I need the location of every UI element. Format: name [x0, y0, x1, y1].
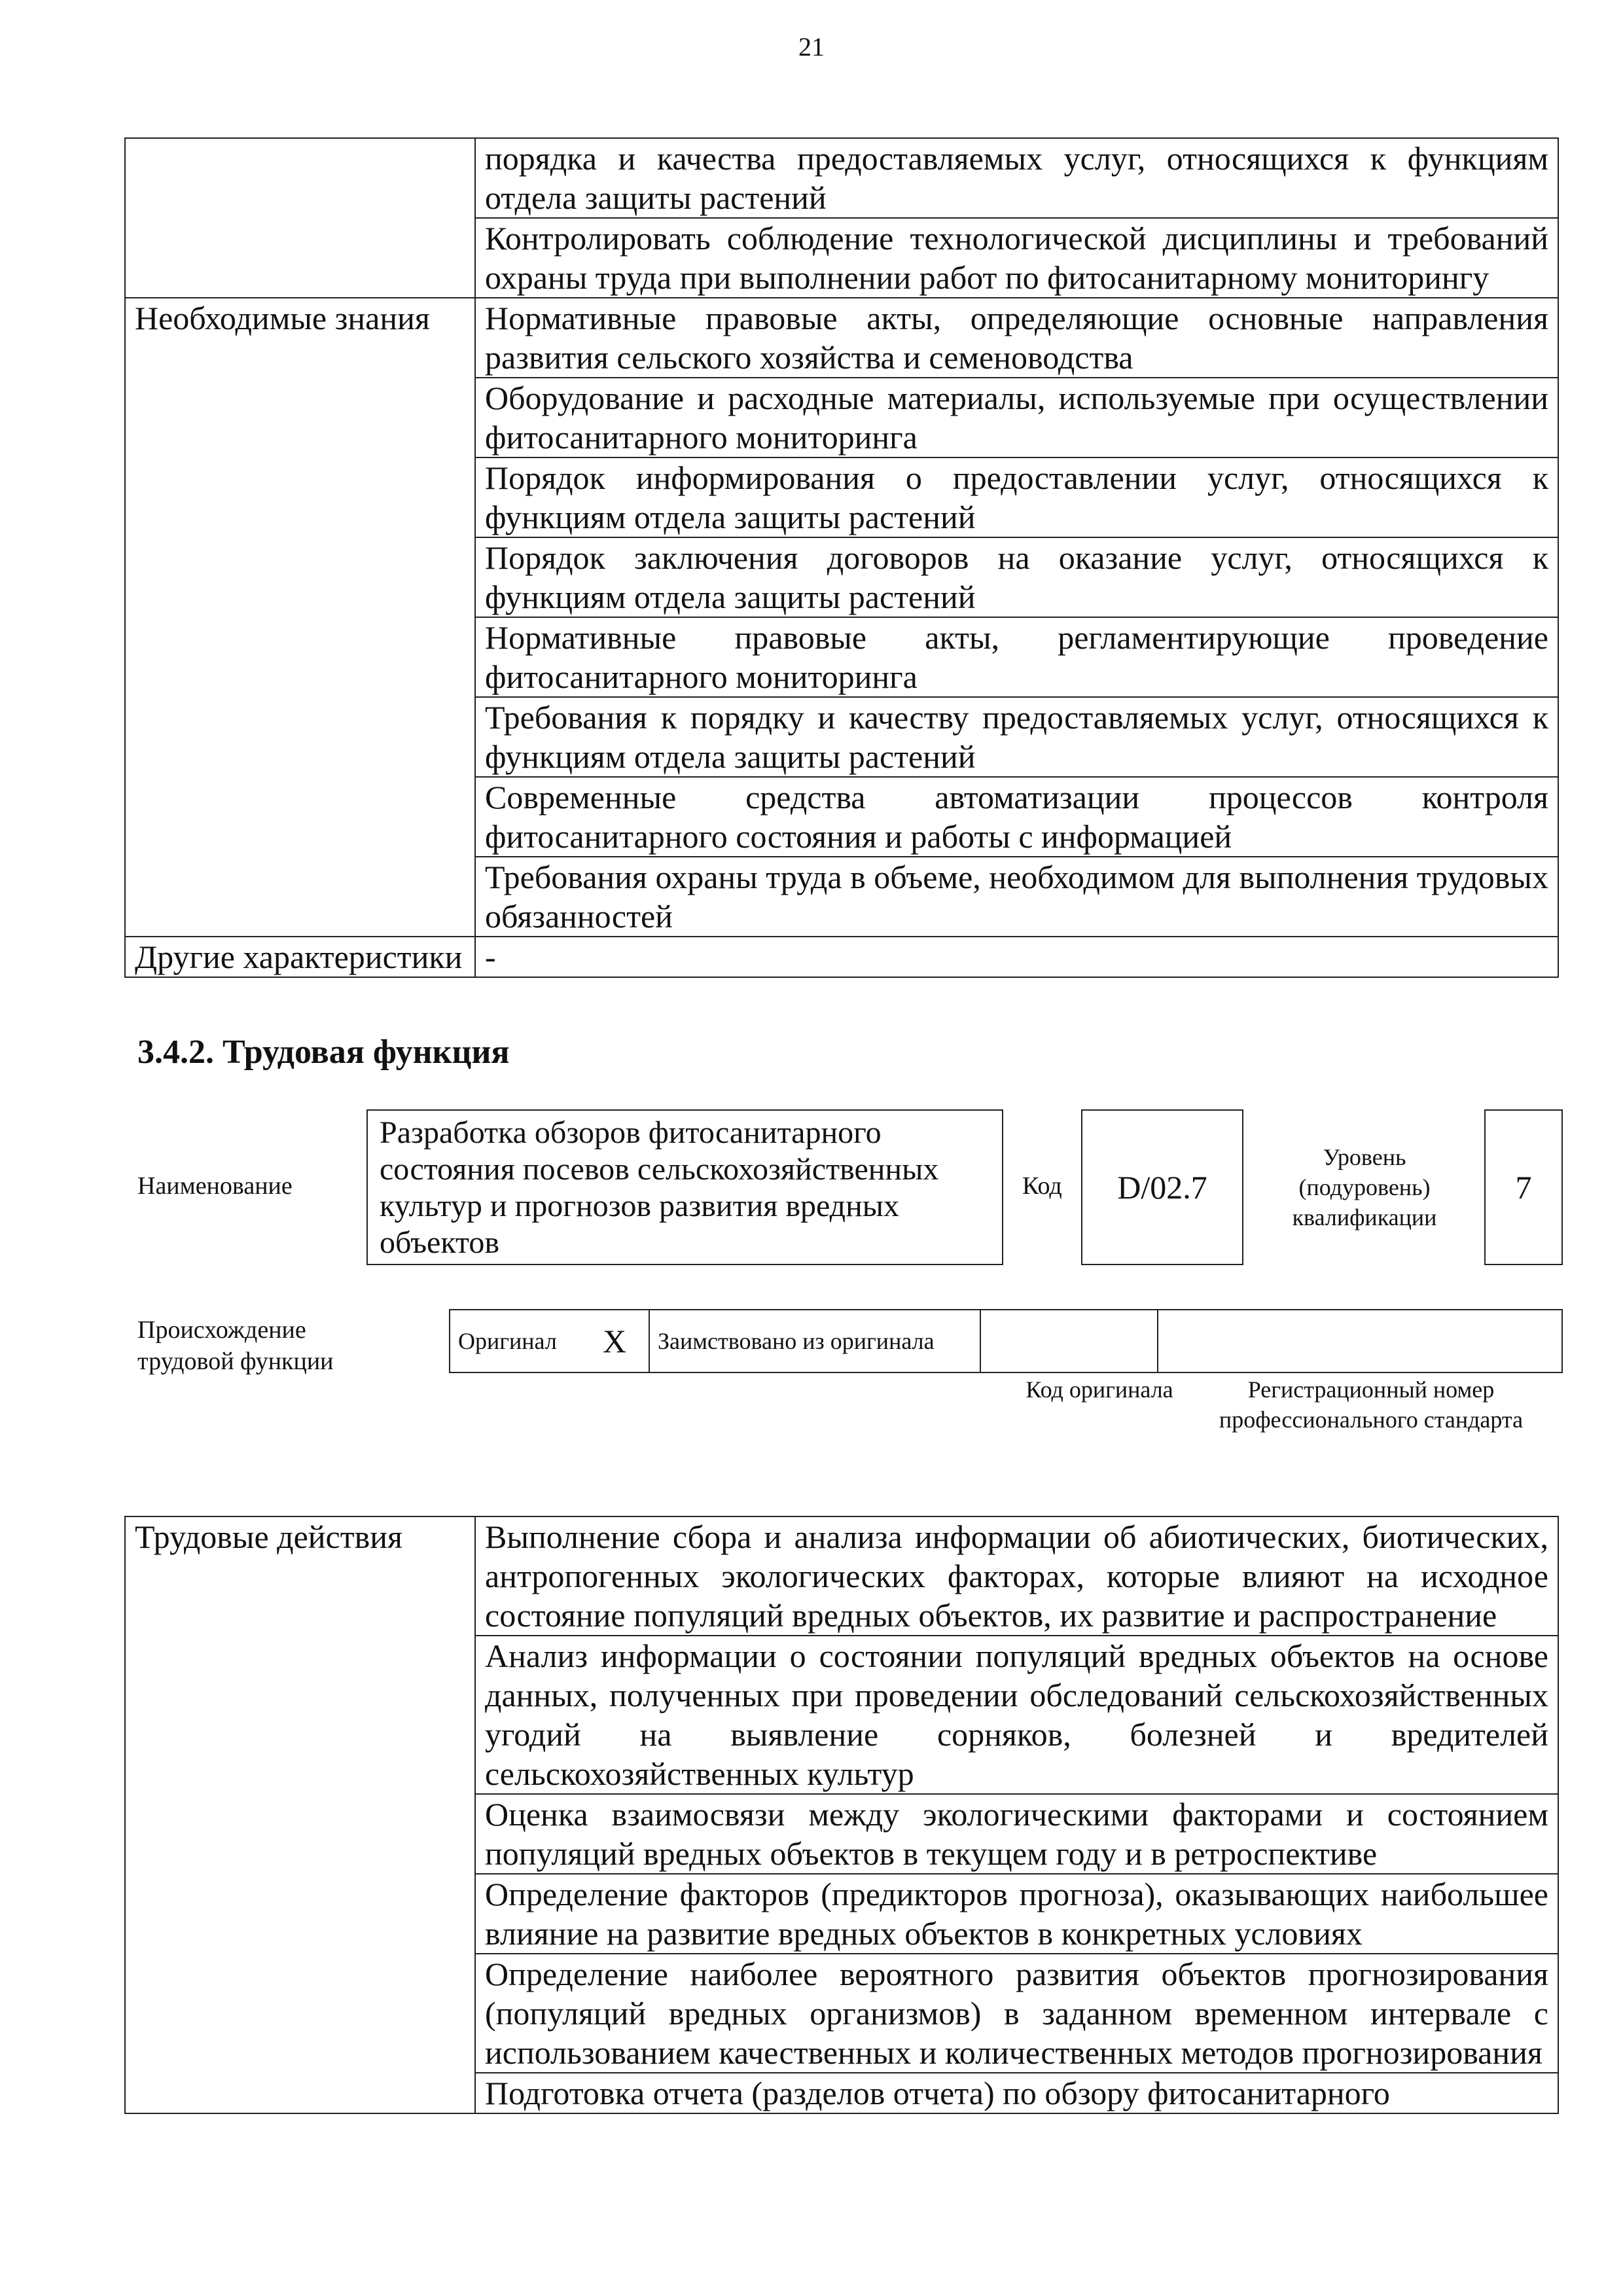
table-cell: Подготовка отчета (разделов отчета) по обзору фитосанитарного	[475, 2073, 1558, 2113]
reg-number-cell	[1158, 1310, 1562, 1372]
function-name-box: Разработка обзоров фитосанитарного состояния посевов сельскохозяйственных культур и прогнозов развития вредных объектов	[366, 1109, 1003, 1265]
row-label	[125, 138, 475, 298]
table-cell: Требования охраны труда в объеме, необходимом для выполнения трудовых обязанностей	[475, 857, 1558, 937]
table-cell: Порядок информирования о предоставлении услуг, относящихся к функциям отдела защиты растений	[475, 457, 1558, 537]
table-row	[125, 1516, 1558, 1636]
table-cell: Анализ информации о состоянии популяций вредных объектов на основе данных, полученных при проведении обследований сельскохозяйственных угодий на выявление сорняков, болезней и вредителей сельскохозяйственных культур	[475, 1636, 1558, 1794]
actions-table	[124, 1516, 1559, 2114]
row-label: Трудовые действия	[125, 1516, 475, 2113]
function-code-box: D/02.7	[1081, 1109, 1243, 1265]
table-row	[450, 1310, 1562, 1372]
knowledge-table	[124, 137, 1559, 978]
table-cell: Определение наиболее вероятного развития объектов прогнозирования (популяций вредных организмов) в заданном временном интервале с использованием качественных и количественных методов прогнозирования	[475, 1954, 1558, 2073]
table-row	[125, 298, 1558, 378]
page-number: 21	[798, 32, 825, 62]
table-cell: Выполнение сбора и анализа информации об абиотических, биотических, антропогенных экологических факторах, которые влияют на исходное состояние популяций вредных объектов, их развитие и распространение	[475, 1516, 1558, 1636]
table-cell: Контролировать соблюдение технологической дисциплины и требований охраны труда при выполнении работ по фитосанитарному мониторингу	[475, 218, 1558, 298]
table-cell: Порядок заключения договоров на оказание услуг, относящихся к функциям отдела защиты растений	[475, 537, 1558, 617]
name-label: Наименование	[137, 1172, 293, 1200]
table-row	[125, 138, 1558, 218]
table-row	[125, 937, 1558, 977]
table-cell: порядка и качества предоставляемых услуг, относящихся к функциям отдела защиты растений	[475, 138, 1558, 218]
table-cell: Нормативные правовые акты, определяющие основные направления развития сельского хозяйства и семеноводства	[475, 298, 1558, 378]
row-label: Другие характеристики	[125, 937, 475, 977]
table-cell: Требования к порядку и качеству предоставляемых услуг, относящихся к функциям отдела защиты растений	[475, 697, 1558, 777]
table-cell: Нормативные правовые акты, регламентирующие проведение фитосанитарного мониторинга	[475, 617, 1558, 697]
original-mark: X	[580, 1310, 649, 1372]
table-cell: Современные средства автоматизации процессов контроля фитосанитарного состояния и работы с информацией	[475, 777, 1558, 857]
borrowed-label: Заимствовано из оригинала	[649, 1310, 980, 1372]
origin-table	[449, 1309, 1563, 1373]
level-box: 7	[1484, 1109, 1563, 1265]
table-cell: Определение факторов (предикторов прогноза), оказывающих наибольшее влияние на развитие вредных объектов в конкретных условиях	[475, 1874, 1558, 1954]
table-cell: Оборудование и расходные материалы, используемые при осуществлении фитосанитарного мониторинга	[475, 378, 1558, 457]
row-label: Необходимые знания	[125, 298, 475, 937]
table-cell: Оценка взаимосвязи между экологическими факторами и состоянием популяций вредных объектов в текущем году и в ретроспективе	[475, 1794, 1558, 1874]
reg-number-caption: Регистрационный номер профессионального стандарта	[1219, 1376, 1524, 1433]
level-label: Уровень (подуровень) квалификации	[1292, 1144, 1437, 1230]
original-code-cell	[980, 1310, 1158, 1372]
original-label: Оригинал	[450, 1310, 580, 1372]
code-caption: Код оригинала	[1026, 1376, 1173, 1403]
table-cell: -	[475, 937, 1558, 977]
origin-label: Происхождение трудовой функции	[137, 1316, 334, 1375]
section-title: 3.4.2. Трудовая функция	[137, 1033, 510, 1071]
code-label: Код	[1022, 1172, 1062, 1200]
